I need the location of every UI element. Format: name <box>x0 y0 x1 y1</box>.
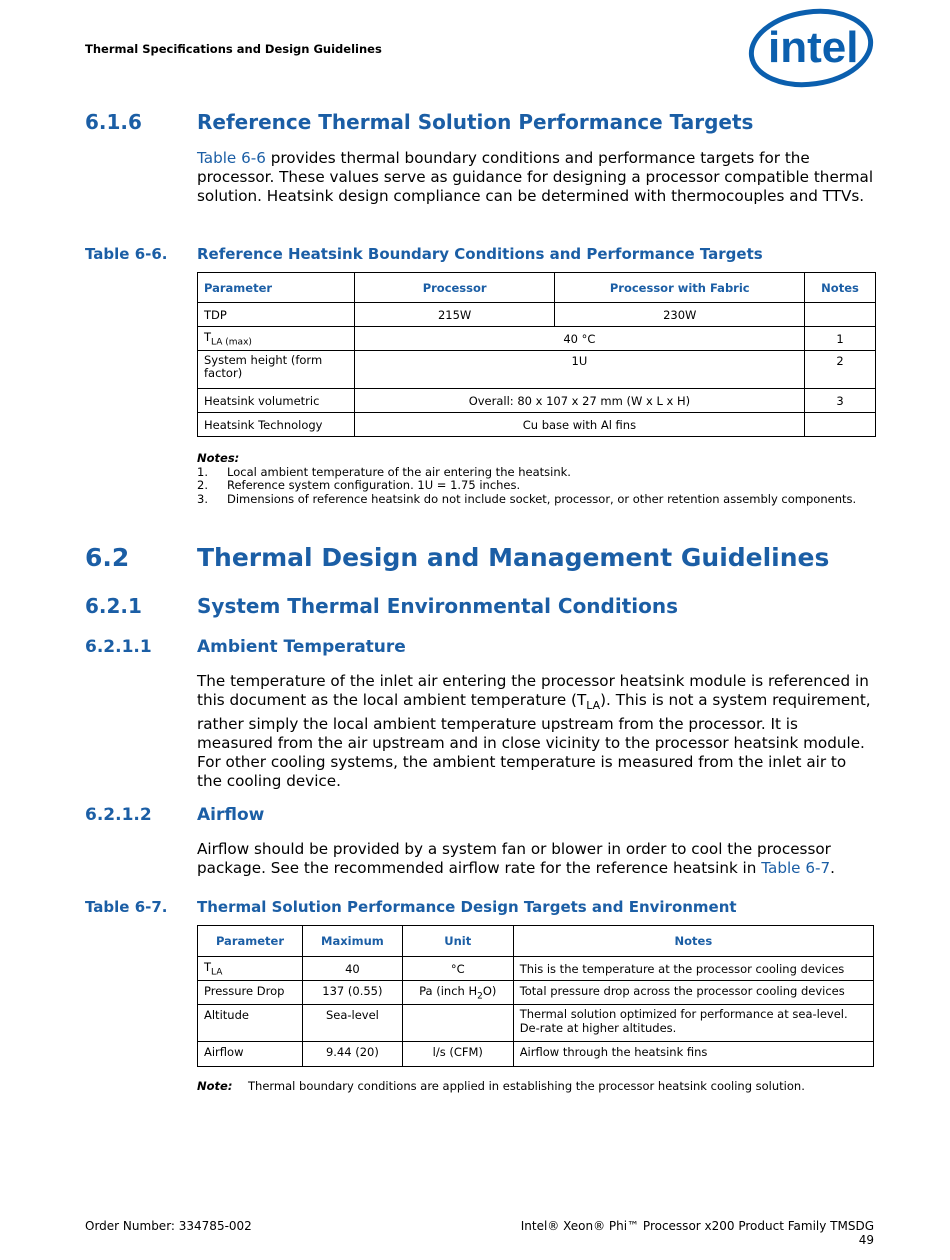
intel-logo <box>746 2 878 90</box>
table-6-6-notes: Notes: 1. Local ambient temperature of the air entering the heatsink. 2. Reference system configuration. 1U = 1.75 inches. 3. Dimensions of reference heatsink do not include socket, processor, or other retention assembly components. <box>197 452 875 506</box>
table-row: Pressure Drop 137 (0.55) Pa (inch $H_2O$) Total pressure drop across the processor cooling devices <box>198 981 874 1005</box>
footer-product: Intel® Xeon® Phi™ Processor x200 Product Family TMSDG 49 <box>520 1219 874 1247</box>
running-header: Thermal Specifications and Design Guidelines <box>85 42 382 56</box>
table-row: Altitude Sea-level Thermal solution optimized for performance at sea-level. De-rate at higher altitudes. <box>198 1005 874 1042</box>
table-row: System height (form factor) 1U 2 <box>198 351 876 389</box>
section-6-1-6-paragraph: Table 6-6 provides thermal boundary conditions and performance targets for the processor. These values serve as guidance for designing a processor compatible thermal solution. Heatsink design compliance can be determined with thermocouples and TTVs. <box>197 149 874 205</box>
section-6-1-6-heading <box>0 110 950 136</box>
table-6-7 <box>197 925 874 1067</box>
section-title: Reference Thermal Solution Performance Targets <box>197 110 754 134</box>
table-row: Heatsink Technology Cu base with Al fins <box>198 413 876 437</box>
table-row: $T_{LA (max)}$ 40 °C 1 <box>198 327 876 351</box>
svg-text:intel: intel <box>768 23 859 72</box>
table-6-7-note: Note: Thermal boundary conditions are applied in establishing the processor heatsink cooling solution. <box>197 1079 805 1093</box>
section-number: 6.1.6 <box>85 110 142 134</box>
table-6-7-caption: Table 6-7. Thermal Solution Performance Design Targets and Environment <box>85 898 737 916</box>
table-6-7-link[interactable]: Table 6-7 <box>761 859 831 877</box>
table-6-6-caption: Table 6-6. Reference Heatsink Boundary Conditions and Performance Targets <box>85 245 763 263</box>
section-6-2-1-1-heading: 6.2.1.1 Ambient Temperature <box>85 637 406 657</box>
table-row: $T_{LA}$ 40 °C This is the temperature at the processor cooling devices <box>198 957 874 981</box>
note-item: 1. Local ambient temperature of the air entering the heatsink. <box>197 464 571 479</box>
table-row: Airflow 9.44 (20) l/s (CFM) Airflow through the heatsink fins <box>198 1042 874 1067</box>
section-6-2-heading: 6.2 Thermal Design and Management Guidelines <box>85 543 830 572</box>
airflow-paragraph: Airflow should be provided by a system fan or blower in order to cool the processor package. See the recommended airflow rate for the reference heatsink in Table 6-7. <box>197 840 835 877</box>
footer-order-number: Order Number: 334785-002 <box>85 1219 252 1233</box>
table-6-6 <box>197 272 876 437</box>
table-6-6-link[interactable]: Table 6-6 <box>197 149 266 167</box>
section-6-2-1-2-heading: 6.2.1.2 Airflow <box>85 805 265 825</box>
table-row: TDP 215W 230W <box>198 303 876 327</box>
page-number: 49 <box>858 1233 874 1247</box>
table-header-row: Parameter Maximum Unit Notes <box>198 926 874 957</box>
note-item: 3. Dimensions of reference heatsink do not include socket, processor, or other retention assembly components. <box>197 491 857 506</box>
ambient-temperature-paragraph: The temperature of the inlet air entering the processor heatsink module is referenced in this document as the local ambient temperature $(T_{LA})$. This is not a system requirement, rather simply the local ambient temperature upstream from the processor. It is measured from the air upstream and in close vicinity to the processor heatsink module. For other cooling systems, the ambient temperature is measured from the inlet air to the cooling device. <box>197 672 871 791</box>
table-row: Heatsink volumetric Overall: 80 x 107 x 27 mm (W x L x H) 3 <box>198 389 876 413</box>
table-header-row: Parameter Processor Processor with Fabric Notes <box>198 273 876 303</box>
section-6-2-1-heading: 6.2.1 System Thermal Environmental Conditions <box>85 594 679 618</box>
note-item: 2. Reference system configuration. 1U = 1.75 inches. <box>197 478 521 493</box>
